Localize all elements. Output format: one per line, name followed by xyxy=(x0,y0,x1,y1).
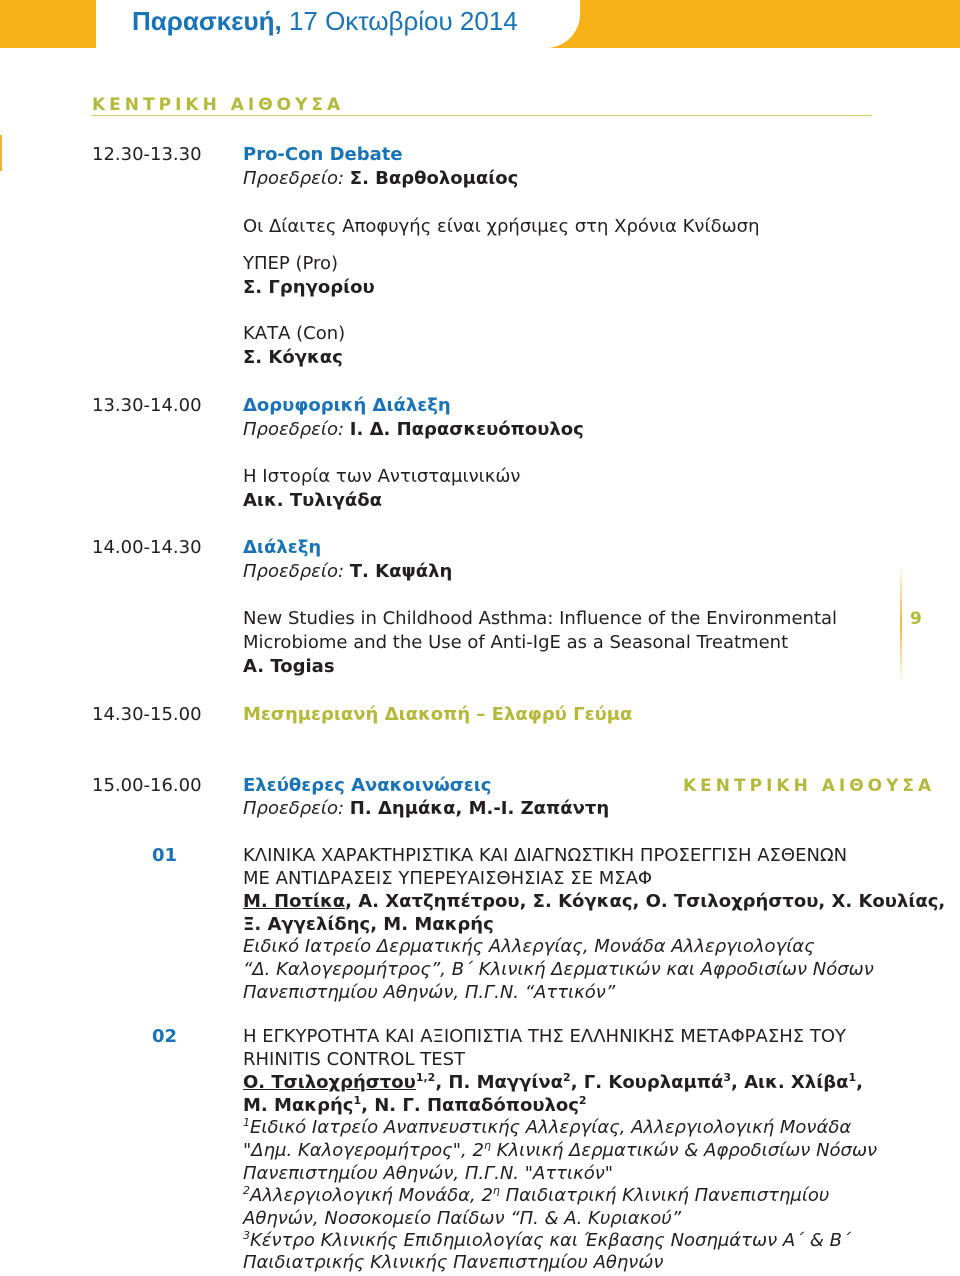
presenting-author: Ο. Τσιλοχρήστου xyxy=(243,1072,416,1093)
abstract-title: ΜΕ ΑΝΤΙΔΡΑΣΕΙΣ ΥΠΕΡΕΥΑΙΣΘΗΣΙΑΣ ΣΕ ΜΣΑΦ xyxy=(243,868,653,889)
abstract-affiliation: Παιδιατρικής Κλινικής Πανεπιστημίου Αθηνών xyxy=(243,1252,664,1273)
abstract-affiliation: “Δ. Καλογερομήτρος”, Β΄ Κλινική Δερματικών και Αφροδισίων Νόσων xyxy=(243,959,874,980)
page-title xyxy=(132,6,518,37)
session-time: 12.30-13.30 xyxy=(92,144,202,165)
hall-heading: ΚΕΝΤΡΙΚΗ ΑΙΘΟΥΣΑ xyxy=(92,95,345,115)
affil-text: Παιδιατρική Κλινική Πανεπιστημίου xyxy=(499,1185,830,1206)
chair-name: Π. Δημάκα, Μ.-Ι. Ζαπάντη xyxy=(349,798,610,819)
affil-text: "Δημ. Καλογερομήτρος", 2 xyxy=(243,1140,484,1161)
abstract-authors xyxy=(243,1095,587,1117)
session-chair xyxy=(243,561,452,583)
session-title: Pro-Con Debate xyxy=(243,144,403,165)
affil-text: Κέντρο Κλινικής Επιδημιολογίας και Έκβασης Νοσημάτων Α΄ & Β΄ xyxy=(250,1230,852,1251)
lunch-break-title: Μεσημεριανή Διακοπή – Ελαφρύ Γεύμα xyxy=(243,704,633,725)
session-speaker: A. Togias xyxy=(243,656,335,677)
session-title: Ελεύθερες Ανακοινώσεις xyxy=(243,775,492,796)
chair-name: Σ. Βαρθολομαίος xyxy=(349,168,519,189)
abstract-code: 01 xyxy=(152,845,178,866)
session-title: Διάλεξη xyxy=(243,537,322,558)
session-title: Δορυφορική Διάλεξη xyxy=(243,395,451,416)
chair-name: Ι. Δ. Παρασκευόπουλος xyxy=(349,419,584,440)
abstract-affiliation xyxy=(243,1185,829,1207)
session-chair xyxy=(243,168,518,190)
abstract-authors xyxy=(243,1072,863,1094)
co-author: , Γ. Κουρλαμπά xyxy=(570,1072,724,1093)
author-sup: 1 xyxy=(848,1071,857,1084)
session-time: 14.00-14.30 xyxy=(92,537,202,558)
affil-sup: 1 xyxy=(243,1116,250,1129)
page-number: 9 xyxy=(910,609,922,629)
session-speaker: Αικ. Τυλιγάδα xyxy=(243,490,383,511)
author-sup: 2 xyxy=(578,1094,587,1107)
chair-label: Προεδρείο: xyxy=(243,798,345,819)
affil-sup: 3 xyxy=(243,1229,250,1242)
abstract-title: ΚΛΙΝΙΚΑ ΧΑΡΑΚΤΗΡΙΣΤΙΚΑ ΚΑΙ ΔΙΑΓΝΩΣΤΙΚΗ ΠΡΟΣΕΓΓΙΣΗ ΑΣΘΕΝΩΝ xyxy=(243,845,848,866)
session-time: 15.00-16.00 xyxy=(92,775,202,796)
session-topic: New Studies in Childhood Asthma: Influence of the Environmental xyxy=(243,608,838,629)
session-time: 14.30-15.00 xyxy=(92,704,202,725)
pro-speaker: Σ. Γρηγορίου xyxy=(243,277,375,298)
abstract-affiliation xyxy=(243,1230,851,1252)
co-author: , Αικ. Χλίβα xyxy=(730,1072,849,1093)
abstract-title: RHINITIS CONTROL TEST xyxy=(243,1049,465,1070)
abstract-title: Η ΕΓΚΥΡΟΤΗΤΑ ΚΑΙ ΑΞΙΟΠΙΣΤΙΑ ΤΗΣ ΕΛΛΗΝΙΚΗΣ ΜΕΤΑΦΡΑΣΗΣ ΤΟΥ xyxy=(243,1026,846,1047)
chair-label: Προεδρείο: xyxy=(243,168,345,189)
pro-label: ΥΠΕΡ (Pro) xyxy=(243,253,339,274)
con-label: ΚΑΤΑ (Con) xyxy=(243,323,346,344)
co-authors: , Α. Χατζηπέτρου, Σ. Κόγκας, Ο. Τσιλοχρήστου, Χ. Κουλίας, xyxy=(345,891,946,912)
author-sup: 1 xyxy=(353,1094,362,1107)
affil-text: Αλλεργιολογική Μονάδα, 2 xyxy=(250,1185,493,1206)
left-edge-mark xyxy=(0,135,2,171)
session-time: 13.30-14.00 xyxy=(92,395,202,416)
affil-text: Κλινική Δερματικών & Αφροδισίων Νόσων xyxy=(490,1140,878,1161)
affil-sup: η xyxy=(492,1184,500,1197)
session-chair xyxy=(243,798,609,820)
hall-divider xyxy=(92,115,872,116)
abstract-affiliation xyxy=(243,1117,851,1139)
session-topic: Η Ιστορία των Αντισταμινικών xyxy=(243,466,521,487)
hall-label: ΚΕΝΤΡΙΚΗ ΑΙΘΟΥΣΑ xyxy=(683,776,936,796)
session-topic: Οι Δίαιτες Αποφυγής είναι χρήσιμες στη Χρόνια Κνίδωση xyxy=(243,216,760,237)
abstract-authors xyxy=(243,891,945,913)
chair-name: Τ. Καψάλη xyxy=(349,561,453,582)
session-topic: Microbiome and the Use of Anti-IgE as a Seasonal Treatment xyxy=(243,632,789,653)
abstract-affiliation: Αθηνών, Νοσοκομείο Παίδων “Π. & Α. Κυριακού” xyxy=(243,1208,682,1229)
abstract-affiliation: Πανεπιστημίου Αθηνών, Π.Γ.Ν. “Αττικόν” xyxy=(243,982,616,1003)
abstract-code: 02 xyxy=(152,1026,178,1047)
author-sup: 3 xyxy=(723,1071,731,1084)
session-chair xyxy=(243,419,584,441)
abstract-affiliation xyxy=(243,1140,877,1162)
day-name: Παρασκευή, xyxy=(132,6,282,36)
author-sup: 2 xyxy=(563,1071,571,1084)
co-author: Μ. Μακρής xyxy=(243,1095,354,1116)
author-comma: , xyxy=(856,1072,863,1093)
co-author: , Π. Μαγγίνα xyxy=(435,1072,564,1093)
chair-label: Προεδρείο: xyxy=(243,561,345,582)
affil-sup: 2 xyxy=(243,1184,250,1197)
abstract-authors: Ξ. Αγγελίδης, Μ. Μακρής xyxy=(243,914,494,935)
author-sup: 1,2 xyxy=(415,1071,436,1084)
affil-text: Ειδικό Ιατρείο Αναπνευστικής Αλλεργίας, Αλλεργιολογική Μονάδα xyxy=(250,1117,852,1138)
chair-label: Προεδρείο: xyxy=(243,419,345,440)
affil-sup: η xyxy=(483,1139,491,1152)
abstract-affiliation: Ειδικό Ιατρείο Δερματικής Αλλεργίας, Μονάδα Αλλεργιολογίας xyxy=(243,936,815,957)
co-author: , Ν. Γ. Παπαδόπουλος xyxy=(361,1095,579,1116)
date-text: 17 Οκτωβρίου 2014 xyxy=(288,6,518,36)
con-speaker: Σ. Κόγκας xyxy=(243,347,343,368)
page-number-rule xyxy=(900,565,902,683)
presenting-author: Μ. Ποτίκα xyxy=(243,891,346,912)
abstract-affiliation: Πανεπιστημίου Αθηνών, Π.Γ.Ν. "Αττικόν" xyxy=(243,1163,614,1184)
